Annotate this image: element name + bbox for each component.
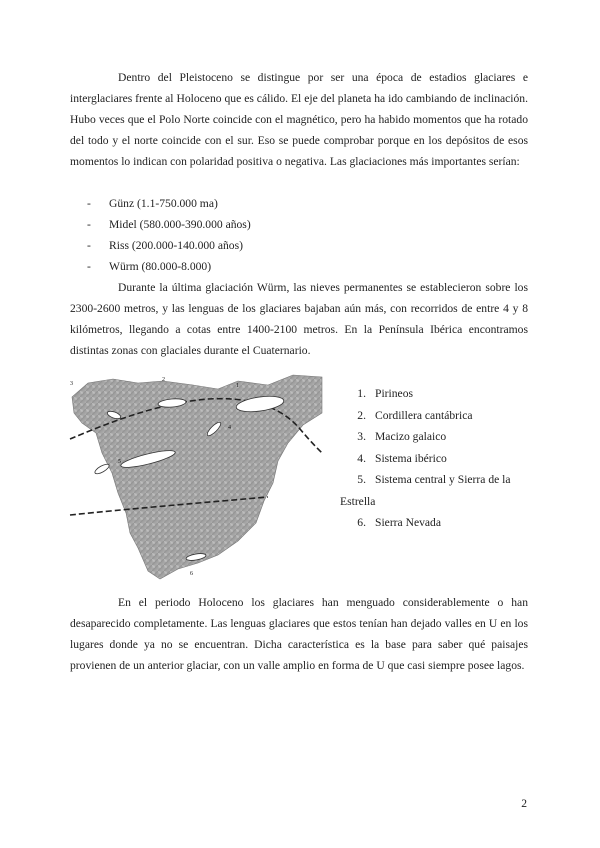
legend-item: 5. Sistema central y Sierra de la	[357, 473, 511, 486]
list-item: - Günz (1.1-750.000 ma)	[87, 197, 218, 210]
iberian-peninsula-map	[68, 373, 324, 581]
paragraph-wurm: Durante la última glaciación Würm, las nieves permanentes se establecieron sobre los 2300-2600 metros, y las lenguas de los glaciares bajaban aún más, con recorridos de entre 4 y 8 kilómetros, llegando a cotas entre 1400-2100 metros. En la Península Ibérica encontramos distintas zonas con glaciales durante el Cuaternario.	[70, 281, 528, 357]
legend-item: 1. Pirineos	[357, 387, 414, 400]
map-label-4: 4	[228, 425, 231, 431]
map-label-3: 3	[70, 381, 73, 387]
list-item: - Midel (580.000-390.000 años)	[87, 218, 251, 231]
legend-item: 4. Sistema ibérico	[357, 451, 447, 465]
legend-item-continuation: Estrella	[340, 494, 376, 508]
legend-item: 2. Cordillera cantábrica	[357, 408, 473, 422]
page-number: 2	[521, 797, 527, 810]
map-label-1: 1	[236, 383, 239, 389]
list-item: - Riss (200.000-140.000 años)	[87, 239, 243, 252]
map-label-2: 2	[162, 377, 165, 383]
paragraph-pleistoceno: Dentro del Pleistoceno se distingue por ser una época de estadios glaciares e interglaciares frente al Holoceno que es cálido. El eje del planeta ha ido cambiando de inclinación. Hubo veces que el Polo Norte coincide con el magnético, pero ha habido momentos que ha rotado del todo y el norte coincide con el sur. Eso se puede comprobar porque en los depósitos de esos momentos lo indican con polaridad positiva o negativa. Las glaciaciones más importantes serían:	[70, 71, 528, 168]
legend-item: 6. Sierra Nevada	[357, 516, 441, 529]
paragraph-holoceno: En el periodo Holoceno los glaciares han menguado considerablemente o han desaparecido completamente. Las lenguas glaciares que estos tenían han dejado valles en U en los lugares donde ya no se encuentran. Dicha característica es la base para saber qué paisajes provienen de un anterior glaciar, con un valle amplio en forma de U que casi siempre posee lagos.	[70, 596, 528, 672]
glacier-zone-estrella	[94, 462, 111, 475]
map-label-6: 6	[190, 571, 193, 577]
map-legend	[340, 383, 530, 534]
peninsula-shape	[72, 375, 322, 579]
legend-item: 3. Macizo galaico	[357, 430, 447, 443]
map-label-5: 5	[118, 459, 121, 465]
list-item: - Würm (80.000-8.000)	[87, 260, 212, 273]
glaciations-list	[87, 193, 251, 277]
